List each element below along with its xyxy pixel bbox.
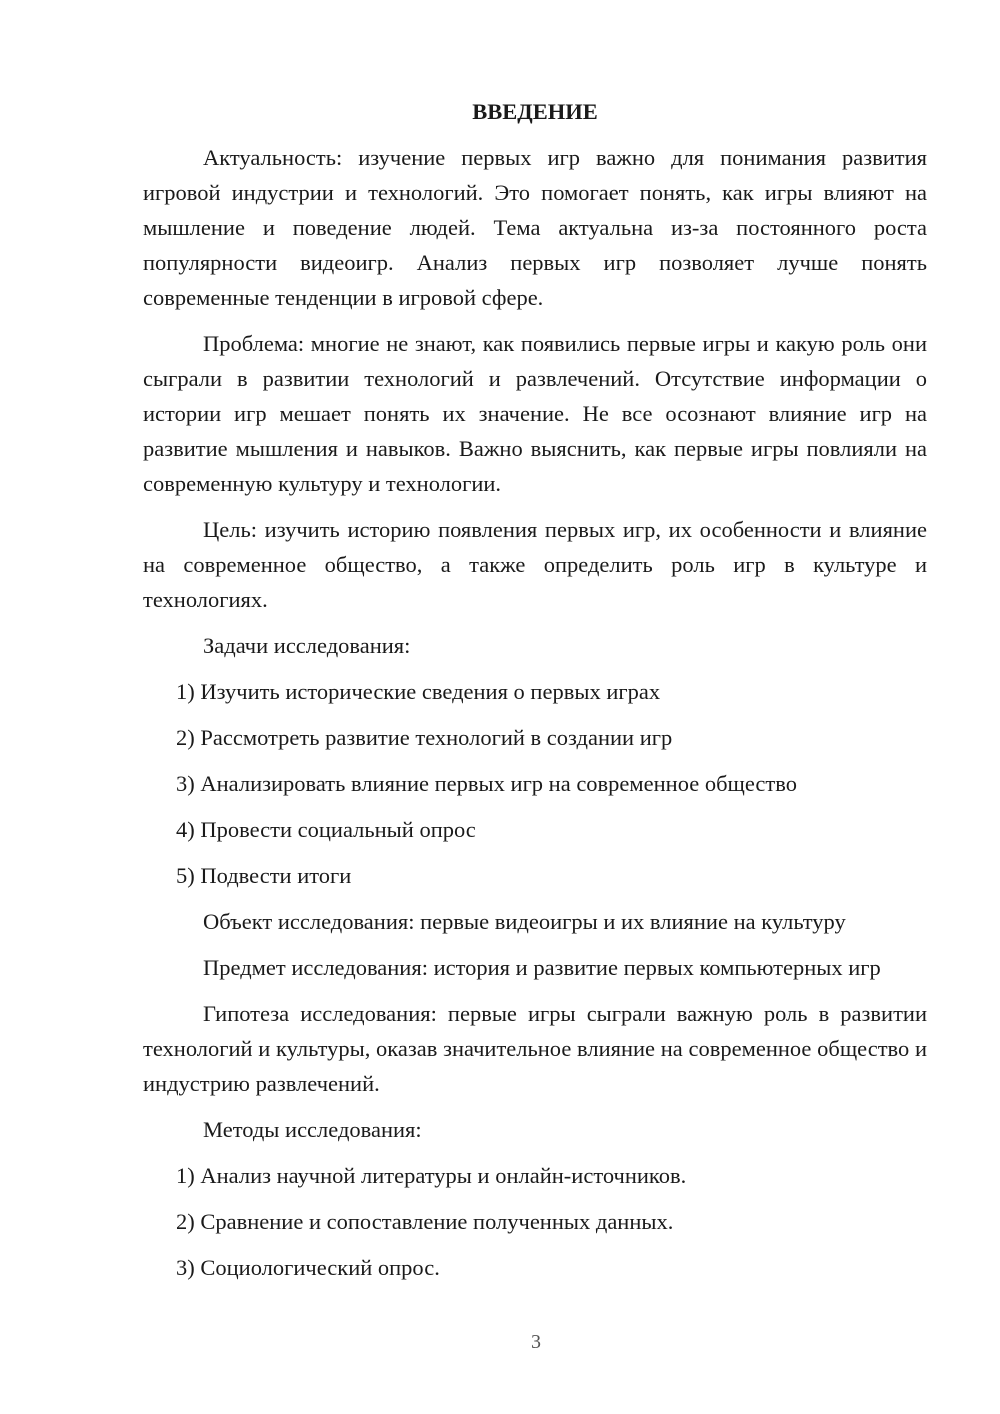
task-item: 5) Подвести итоги [176, 863, 352, 888]
hypothesis-paragraph: Гипотеза исследования: первые игры сыграли важную роль в развитии технологий и культуры, оказав значительное влияние на современное общество и индустрию развлечений. [143, 1001, 927, 1096]
task-item: 3) Анализировать влияние первых игр на современное общество [176, 771, 797, 796]
methods-title: Методы исследования: [203, 1117, 422, 1142]
goal-paragraph: Цель: изучить историю появления первых игр, их особенности и влияние на современное общество, а также определить роль игр в культуре и технологиях. [143, 517, 927, 612]
page-number: 3 [531, 1331, 541, 1353]
task-item: 2) Рассмотреть развитие технологий в создании игр [176, 725, 673, 750]
task-item: 4) Провести социальный опрос [176, 817, 476, 842]
subject-paragraph: Предмет исследования: история и развитие первых компьютерных игр [203, 955, 881, 980]
task-item: 1) Изучить исторические сведения о первых играх [176, 679, 661, 704]
section-heading: ВВЕДЕНИЕ [472, 99, 598, 124]
method-item: 1) Анализ научной литературы и онлайн-источников. [176, 1163, 687, 1188]
relevance-paragraph: Актуальность: изучение первых игр важно для понимания развития игровой индустрии и технологий. Это помогает понять, как игры влияют на мышление и поведение людей. Тема актуальна из-за постоянного роста популярности видеоигр. Анализ первых игр позволяет лучше понять современные тенденции в игровой сфере. [143, 145, 927, 310]
tasks-title: Задачи исследования: [203, 633, 411, 658]
method-item: 2) Сравнение и сопоставление полученных данных. [176, 1209, 674, 1234]
document-page [143, 94, 927, 1296]
object-paragraph: Объект исследования: первые видеоигры и их влияние на культуру [203, 909, 846, 934]
method-item: 3) Социологический опрос. [176, 1255, 440, 1280]
problem-paragraph: Проблема: многие не знают, как появились первые игры и какую роль они сыграли в развитии технологий и развлечений. Отсутствие информации о истории игр мешает понять их значение. Не все осознают влияние игр на развитие мышления и навыков. Важно выяснить, как первые игры повлияли на современную культуру и технологии. [143, 331, 927, 496]
